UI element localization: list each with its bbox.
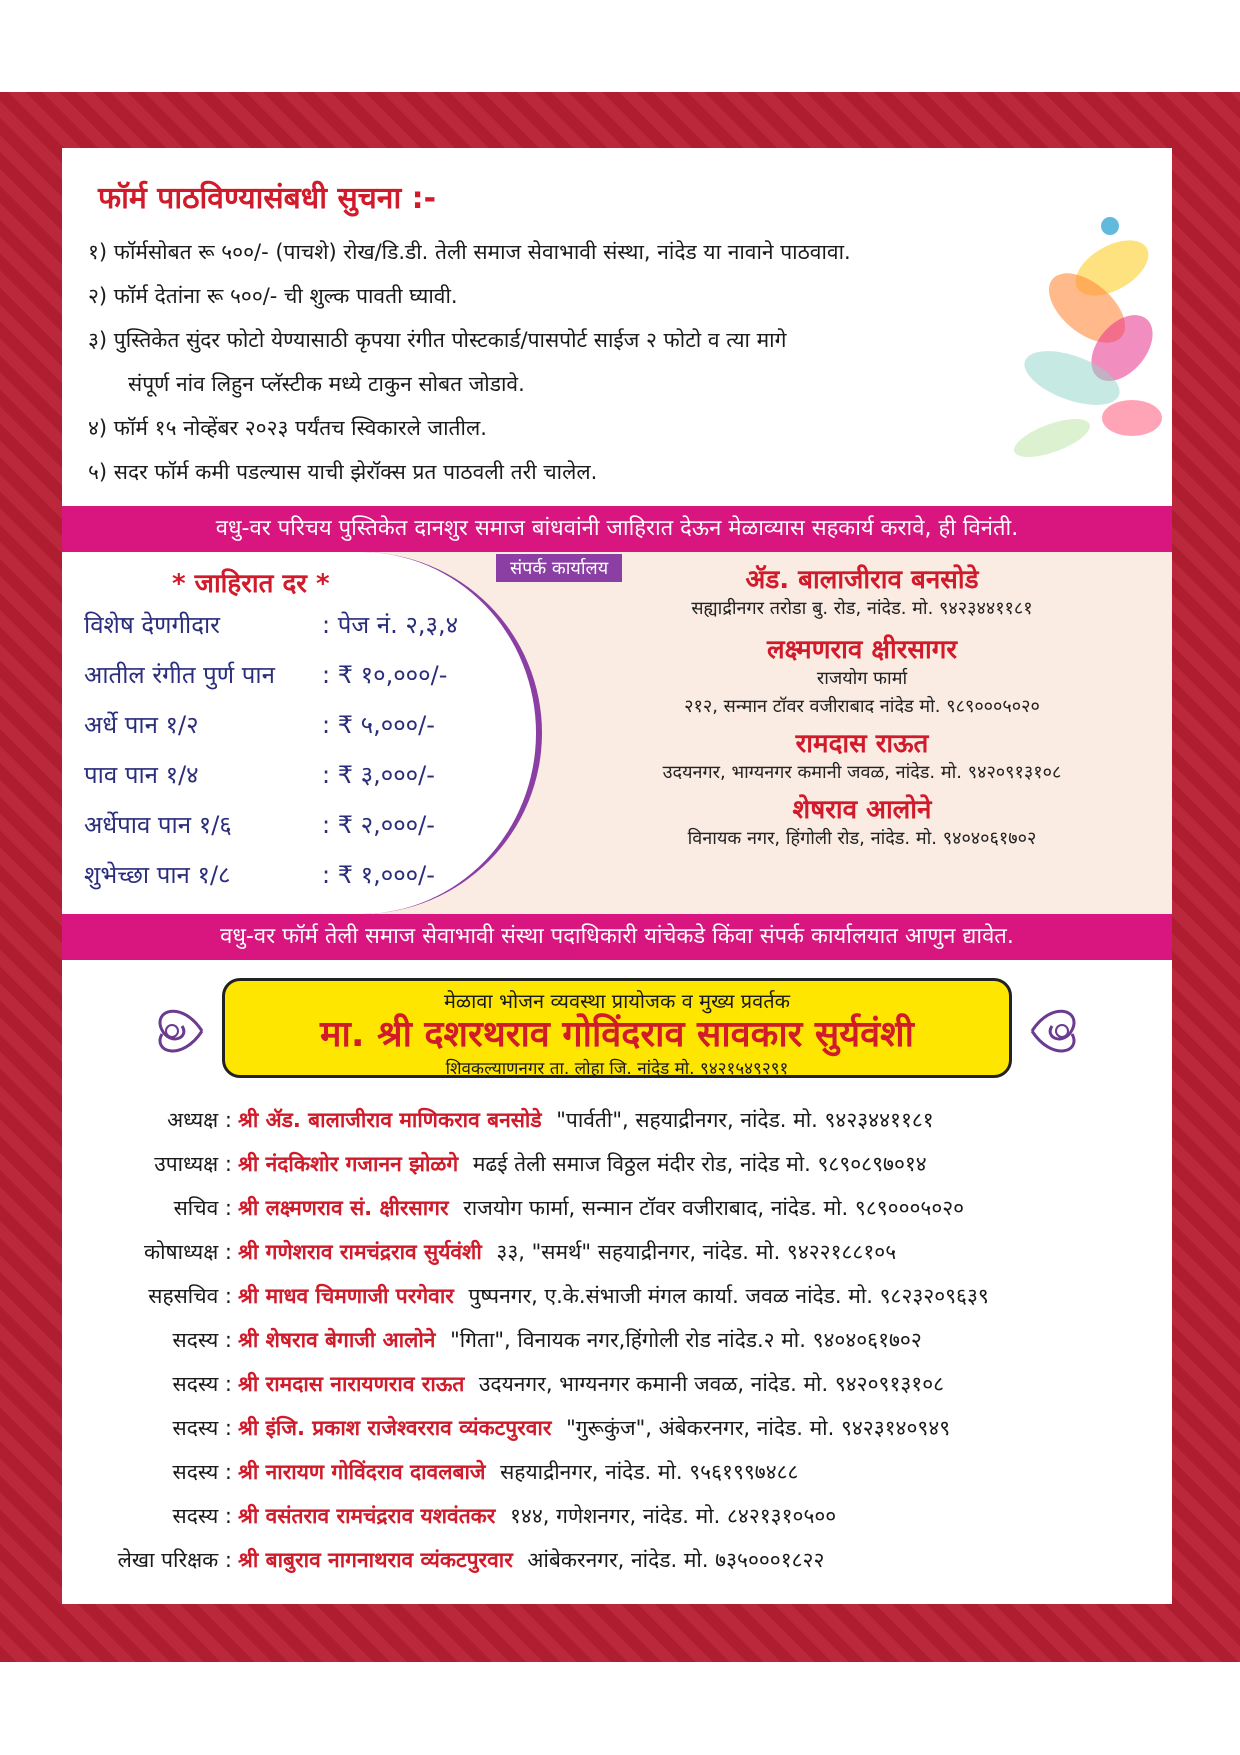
sponsor-address: शिवकल्याणनगर ता. लोहा जि. नांदेड मो. ९४२१५४९२९१ (445, 1059, 789, 1079)
member-row (62, 1194, 1172, 1238)
member-name (238, 1414, 950, 1442)
notice-item-3: ३) पुस्तिकेत सुंदर फोटो येण्यासाठी कृपया रंगीत पोस्टकार्ड/पासपोर्ट साईज २ फोटो व त्या मागे (88, 328, 787, 352)
member-role: सदस्य : (172, 1328, 232, 1352)
ornament-right-icon (1022, 990, 1092, 1072)
rate-value: : पेज नं. २,३,४ (322, 611, 459, 639)
member-detail: "गिता", विनायक नगर,हिंगोली रोड नांदेड.२ मो. ९४०४०६१७०२ (450, 1328, 922, 1352)
member-role: सदस्य : (172, 1372, 232, 1396)
member-name (238, 1150, 927, 1178)
notice-item-3-continued: संपूर्ण नांव लिहुन प्लॅस्टीक मध्ये टाकुन सोबत जोडावे. (128, 372, 525, 396)
contact-address: उदयनगर, भाग्यनगर कमानी जवळ, नांदेड. मो. ९४२०९१३१०८ (662, 762, 1062, 783)
member-name (238, 1458, 798, 1486)
contact-name: शेषराव आलोने (792, 795, 932, 825)
member-name (238, 1282, 989, 1310)
member-name (238, 1370, 944, 1398)
rate-value: : ₹ १,०००/- (322, 861, 435, 889)
member-name-text: श्री वसंतराव रामचंद्रराव यशवंतकर (238, 1504, 496, 1528)
member-name-text: श्री गणेशराव रामचंद्रराव सुर्यवंशी (238, 1240, 482, 1264)
flower-decoration-icon (992, 188, 1162, 478)
member-detail: आंबेकरनगर, नांदेड. मो. ७३५०००१८२२ (527, 1548, 825, 1572)
member-name (238, 1238, 896, 1266)
rate-value: : ₹ १०,०००/- (322, 661, 448, 689)
sponsor-name: मा. श्री दशरथराव गोविंदराव सावकार सुर्यवंशी (320, 1014, 914, 1055)
member-row (62, 1238, 1172, 1282)
rate-row (84, 808, 435, 841)
member-row (62, 1458, 1172, 1502)
contact-address: २१२, सन्मान टॉवर वजीराबाद नांदेड मो. ९८९०००५०२० (684, 696, 1040, 717)
member-name (238, 1326, 922, 1354)
notice-item-2: २) फॉर्म देतांना रू ५००/- ची शुल्क पावती घ्यावी. (88, 284, 458, 308)
rate-label: आतील रंगीत पुर्ण पान (84, 661, 275, 689)
member-detail: "गुरूकुंज", अंबेकरनगर, नांदेड. मो. ९४२३१४०९४९ (566, 1416, 951, 1440)
notice-list (88, 230, 1128, 494)
member-detail: मढई तेली समाज विठ्ठल मंदीर रोड, नांदेड मो. ९८९०८९७०१४ (472, 1152, 927, 1176)
member-name-text: श्री शेषराव बेगाजी आलोने (238, 1328, 436, 1352)
member-name-text: श्री नंदकिशोर गजानन झोळगे (238, 1152, 459, 1176)
member-detail: ३३, "समर्थ" सहयाद्रीनगर, नांदेड. मो. ९४२२१८८१०५ (496, 1240, 897, 1264)
rate-row (84, 658, 447, 691)
sponsor-box (222, 978, 1012, 1078)
contact-name: रामदास राऊत (795, 729, 929, 759)
member-role: सहसचिव : (148, 1284, 232, 1308)
rate-value: : ₹ ५,०००/- (322, 711, 435, 739)
member-detail: सहयाद्रीनगर, नांदेड. मो. ९५६१९९७४८८ (500, 1460, 799, 1484)
contact-company: राजयोग फार्मा (816, 668, 908, 689)
member-row (62, 1370, 1172, 1414)
committee-members-list (62, 1106, 1172, 1590)
rate-label: विशेष देणगीदार (84, 611, 220, 639)
member-row (62, 1546, 1172, 1590)
member-row (62, 1106, 1172, 1150)
appeal-banner: वधु-वर परिचय पुस्तिकेत दानशुर समाज बांधवांनी जाहिरात देऊन मेळाव्यास सहकार्य करावे, ही विनंती. (62, 506, 1172, 552)
rate-value: : ₹ ३,०००/- (322, 761, 435, 789)
member-role: सदस्य : (172, 1460, 232, 1484)
member-role: सदस्य : (172, 1504, 232, 1528)
rate-row (84, 608, 458, 641)
rate-label: अर्धे पान १/२ (84, 711, 199, 739)
member-role: सचिव : (173, 1196, 232, 1220)
member-detail: "पार्वती", सहयाद्रीनगर, नांदेड. मो. ९४२३४४११८१ (556, 1108, 934, 1132)
notice-title: फॉर्म पाठविण्यासंबधी सुचना :- (98, 181, 437, 216)
notice-item-4: ४) फॉर्म १५ नोव्हेंबर २०२३ पर्यंतच स्विकारले जातील. (88, 416, 487, 440)
member-detail: पुष्पनगर, ए.के.संभाजी मंगल कार्या. जवळ नांदेड. मो. ९८२३२०९६३९ (468, 1284, 989, 1308)
member-row (62, 1150, 1172, 1194)
rate-row (84, 858, 435, 891)
rate-row (84, 708, 435, 741)
member-row (62, 1414, 1172, 1458)
member-name (238, 1502, 836, 1530)
notice-item-1: १) फॉर्मसोबत रू ५००/- (पाचशे) रोख/डि.डी. तेली समाज सेवाभावी संस्था, नांदेड या नावाने पाठवावा. (88, 240, 851, 264)
member-name-text: श्री रामदास नारायणराव राऊत (238, 1372, 465, 1396)
rates-and-office-section (62, 552, 1172, 914)
member-role: कोषाध्यक्ष : (143, 1240, 232, 1264)
contact-name: लक्ष्मणराव क्षीरसागर (766, 635, 957, 665)
member-detail: उदयनगर, भाग्यनगर कमानी जवळ, नांदेड. मो. ९४२०९१३१०८ (478, 1372, 945, 1396)
contact-address: विनायक नगर, हिंगोली रोड, नांदेड. मो. ९४०४०६१७०२ (687, 828, 1037, 849)
rate-value: : ₹ २,०००/- (322, 811, 435, 839)
member-role: अध्यक्ष : (167, 1108, 232, 1132)
ad-rates-title: * जाहिरात दर * (172, 569, 330, 599)
member-name (238, 1546, 824, 1574)
member-role: सदस्य : (172, 1416, 232, 1440)
form-submission-banner: वधु-वर फॉर्म तेली समाज सेवाभावी संस्था पदाधिकारी यांचेकडे किंवा संपर्क कार्यालयात आणुन द्यावेत. (62, 914, 1172, 960)
ad-rates-panel (62, 552, 542, 914)
rate-row (84, 758, 435, 791)
contact-address: सह्याद्रीनगर तरोडा बु. रोड, नांदेड. मो. ९४२३४४११८१ (691, 598, 1033, 619)
member-detail: १४४, गणेशनगर, नांदेड. मो. ८४२१३१०५०० (510, 1504, 837, 1528)
member-name-text: श्री लक्ष्मणराव सं. क्षीरसागर (238, 1196, 449, 1220)
contact-name: ॲड. बालाजीराव बनसोडे (745, 565, 979, 595)
sponsor-subtitle: मेळावा भोजन व्यवस्था प्रायोजक व मुख्य प्रवर्तक (443, 989, 791, 1013)
member-name-text: श्री बाबुराव नागनाथराव व्यंकटपुरवार (238, 1548, 513, 1572)
member-name-text: श्री इंजि. प्रकाश राजेश्वरराव व्यंकटपुरवार (238, 1416, 552, 1440)
ornament-left-icon (142, 990, 212, 1072)
member-detail: राजयोग फार्मा, सन्मान टॉवर वजीराबाद, नांदेड. मो. ९८९०००५०२० (463, 1196, 965, 1220)
rate-label: पाव पान १/४ (84, 761, 199, 789)
member-row (62, 1282, 1172, 1326)
member-name-text: श्री ॲड. बालाजीराव माणिकराव बनसोडे (238, 1108, 542, 1132)
contact-office-list (562, 560, 1162, 854)
rate-label: अर्धेपाव पान १/६ (84, 811, 232, 839)
member-row (62, 1502, 1172, 1546)
member-role: उपाध्यक्ष : (154, 1152, 232, 1176)
member-name (238, 1106, 934, 1134)
rate-label: शुभेच्छा पान १/८ (84, 861, 231, 889)
member-row (62, 1326, 1172, 1370)
member-name (238, 1194, 964, 1222)
content-panel (62, 148, 1172, 1604)
member-name-text: श्री माधव चिमणाजी परगेवार (238, 1284, 454, 1308)
member-role: लेखा परिक्षक : (117, 1548, 232, 1572)
member-name-text: श्री नारायण गोविंदराव दावलबाजे (238, 1460, 486, 1484)
contact-office-tag: संपर्क कार्यालय (496, 554, 622, 582)
notice-item-5: ५) सदर फॉर्म कमी पडल्यास याची झेरॉक्स प्रत पाठवली तरी चालेल. (88, 460, 598, 484)
